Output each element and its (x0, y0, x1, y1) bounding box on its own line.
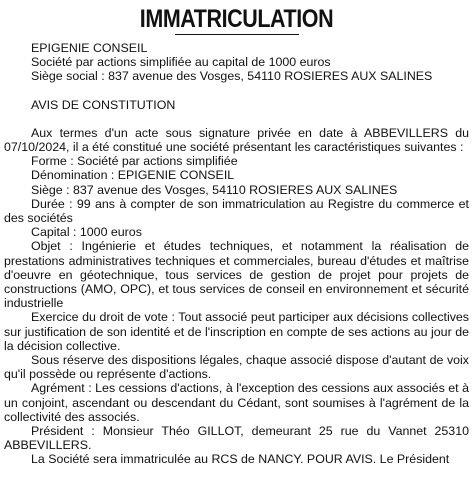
paragraph-president: Président : Monsieur Théo GILLOT, demeurant 25 rue du Vannet 25310 ABBEVILLERS. (4, 424, 469, 453)
company-legal-form: Société par actions simplifiée au capital de 1000 euros (31, 55, 331, 70)
company-seat: Siège social : 837 avenue des Vosges, 54110 ROSIERES AUX SALINES (31, 69, 433, 84)
spacer (4, 112, 469, 126)
paragraph-voting: Exercice du droit de vote : Tout associé peut participer aux décisions collectives sur justification de son identité et de l'inscription en compte de ses actions au jour de la décision collective. (4, 310, 469, 353)
notice-type: AVIS DE CONSTITUTION (31, 97, 176, 112)
paragraph-duration: Durée : 99 ans à compter de son immatriculation au Registre du commerce et des sociétés (4, 196, 469, 226)
notice-type-block (4, 98, 469, 112)
paragraph-votes: Sous réserve des dispositions légales, chaque associé dispose d'autant de voix qu'il possède ou représente d'actions. (4, 353, 469, 382)
paragraph-intro: Aux termes d'un acte sous signature privée en date à ABBEVILLERS du 07/10/2024, il a été constitué une société présentant les caractéristiques suivantes : (4, 125, 469, 155)
company-header (4, 41, 469, 84)
heading-underline (175, 34, 299, 35)
paragraph-seat: Siège : 837 avenue des Vosges, 54110 ROSIERES AUX SALINES (31, 182, 398, 197)
paragraph-capital: Capital : 1000 euros (31, 225, 142, 240)
paragraph-approval: Agrément : Les cessions d'actions, à l'exception des cessions aux associés et à un conjoint, ascendant ou descendant du Cédant, sont soumises à l'agrément de la collectivité des associés. (4, 381, 469, 424)
paragraph-object: Objet : Ingénierie et études techniques, et notamment la réalisation de prestations administratives techniques et commerciales, bureau d'études et maîtrise d'oeuvre en géotechnique, tous services de gestion de projet pour projets de constructions (AMO, OPC), et tous services de conseil en environnement et sécurité industrielle (4, 239, 469, 311)
paragraph-form: Forme : Société par actions simplifiée (31, 154, 238, 169)
paragraph-closing: La Société sera immatriculée au RCS de NANCY. POUR AVIS. Le Président (31, 452, 450, 467)
paragraph-denomination: Dénomination : EPIGENIE CONSEIL (31, 168, 235, 183)
spacer (4, 84, 469, 98)
company-name: EPIGENIE CONSEIL (31, 41, 148, 55)
notice-heading: IMMATRICULATION (139, 5, 334, 33)
notice-body (4, 126, 469, 467)
